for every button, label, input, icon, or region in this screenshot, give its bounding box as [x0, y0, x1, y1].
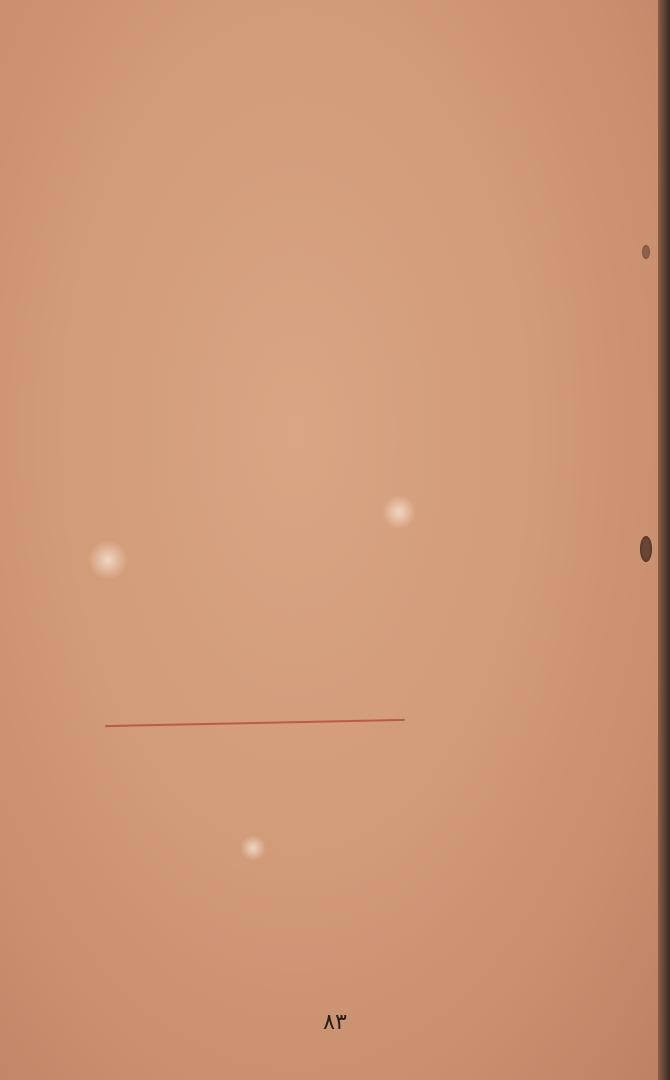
binding-hole: [642, 245, 650, 259]
paper-stain: [240, 835, 266, 861]
binding-hole: [640, 536, 652, 562]
pen-underline: [105, 719, 405, 727]
book-spine-edge: [658, 0, 670, 1080]
page-number: ۸۳: [323, 1010, 347, 1035]
paper-stain: [88, 540, 128, 580]
paper-stain: [382, 495, 416, 529]
